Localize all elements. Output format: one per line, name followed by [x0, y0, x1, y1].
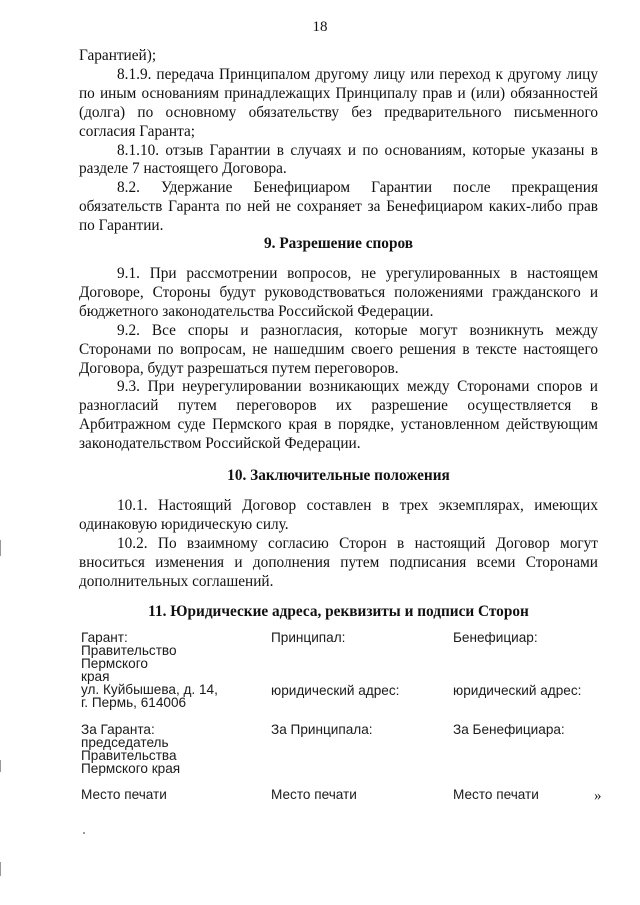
paragraph-9-1: 9.1. При рассмотрении вопросов, не урегулированных в настоящем Договоре, Стороны будут руководствоваться положениями гражданского и бюджетного законодательства Российской Федерации. — [79, 265, 598, 320]
beneficiary-seal: Место печати — [453, 787, 539, 802]
section-9-body — [79, 265, 598, 454]
guarantor-name-line2: Пермского — [81, 656, 148, 671]
closing-quote: » — [594, 788, 602, 804]
guarantor-name-line1: Правительство — [81, 643, 177, 658]
guarantor-address-line2: г. Пермь, 614006 — [81, 695, 187, 710]
section-10-heading: 10. Заключительные положения — [227, 467, 450, 484]
guarantor-title: Гарант: — [81, 630, 128, 645]
guarantor-signatory-line1: председатель — [81, 735, 169, 750]
beneficiary-title: Бенефициар: — [453, 630, 538, 645]
principal-address-label: юридический адрес: — [271, 683, 400, 698]
guarantor-block — [81, 631, 218, 709]
scan-artifact — [83, 832, 85, 834]
section-9-heading: 9. Разрешение споров — [264, 235, 413, 252]
paragraph-8-2: 8.2. Удержание Бенефициаром Гарантии после прекращения обязательств Гаранта по ней не сохраняет за Бенефициаром каких-либо прав по Гарантии. — [79, 179, 598, 235]
principal-for-label: За Принципала: — [271, 722, 373, 737]
scan-artifact — [0, 760, 1, 772]
scan-artifact — [0, 540, 1, 556]
paragraph-continuation: Гарантией); — [79, 47, 157, 64]
guarantor-for-label: За Гаранта: — [81, 722, 155, 737]
scan-artifact — [0, 862, 1, 876]
principal-seal: Место печати — [271, 787, 357, 802]
beneficiary-for-label: За Бенефициара: — [453, 722, 565, 737]
top-paragraphs — [79, 47, 598, 236]
guarantor-name-line3: края — [81, 669, 110, 684]
section-10-body — [79, 497, 598, 592]
page-number: 18 — [312, 19, 328, 35]
guarantor-address-line1: ул. Куйбышева, д. 14, — [81, 682, 218, 697]
guarantor-signatory-line2: Правительства — [81, 748, 177, 763]
paragraph-10-1: 10.1. Настоящий Договор составлен в трех экземплярах, имеющих одинаковую юридическую силу. — [79, 497, 598, 533]
beneficiary-address-label: юридический адрес: — [453, 683, 582, 698]
paragraph-9-3: 9.3. При неурегулировании возникающих между Сторонами споров и разногласий путем переговоров их разрешение осуществляется в Арбитражном суде Пермского края в порядке, установленном действующим законодательством Российской Федерации. — [79, 378, 598, 453]
principal-title: Принципал: — [271, 630, 346, 645]
guarantor-seal: Место печати — [81, 787, 167, 802]
guarantor-signatory-block — [81, 723, 180, 775]
paragraph-8-1-10: 8.1.10. отзыв Гарантии в случаях и по основаниям, которые указаны в разделе 7 настоящего Договора. — [79, 141, 598, 178]
section-11-heading: 11. Юридические адреса, реквизиты и подписи Сторон — [148, 603, 529, 620]
paragraph-9-2: 9.2. Все споры и разногласия, которые могут возникнуть между Сторонами по вопросам, не нашедшим своего решения в тексте настоящего Договора, будут разрешаться путем переговоров. — [79, 321, 598, 377]
guarantor-signatory-line3: Пермского края — [81, 761, 181, 776]
paragraph-10-2: 10.2. По взаимному согласию Сторон в настоящий Договор могут вноситься изменения и дополнения путем подписания всеми Сторонами дополнительных соглашений. — [79, 534, 598, 590]
paragraph-8-1-9: 8.1.9. передача Принципалом другому лицу или переход к другому лицу по иным основаниям принадлежащих Принципалу прав и (или) обязанностей (долга) по основному обязательству без предварительного письменного согласия Гаранта; — [79, 65, 598, 140]
